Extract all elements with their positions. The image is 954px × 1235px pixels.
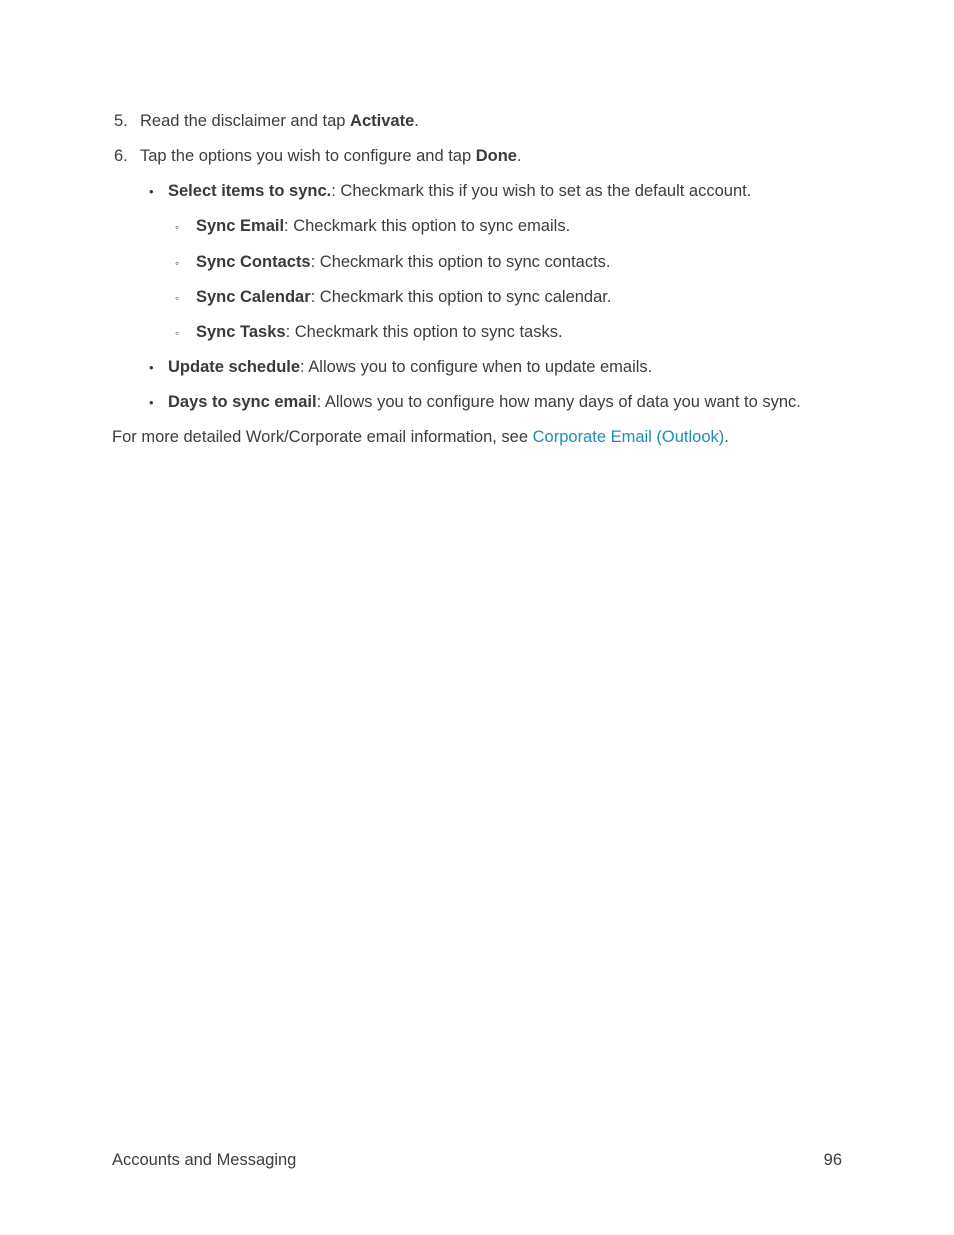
option-days-to-sync: [168, 392, 801, 412]
bullet-icon: •: [149, 360, 154, 375]
bullet-icon: •: [149, 395, 154, 410]
step-number: 5.: [114, 112, 128, 130]
more-info-text: For more detailed Work/Corporate email information, see: [112, 428, 533, 446]
option-description: : Checkmark this option to sync calendar.: [310, 288, 612, 306]
hollow-bullet-icon: ◦: [175, 256, 180, 270]
option-label: Sync Email: [196, 217, 285, 235]
step-bold: Activate: [350, 112, 415, 130]
step-text-before: Tap the options you wish to configure and tap: [140, 147, 476, 165]
step-number: 6.: [114, 147, 128, 165]
option-label: Sync Calendar: [196, 288, 311, 306]
hollow-bullet-icon: ◦: [175, 291, 180, 305]
option-sync-email: [196, 216, 570, 236]
more-info-text-after: .: [724, 428, 729, 446]
option-label: Sync Contacts: [196, 253, 311, 271]
step-bold: Done: [475, 147, 517, 165]
option-sync-contacts: [196, 252, 611, 272]
step-6-text: [140, 146, 522, 166]
hollow-bullet-icon: ◦: [175, 326, 180, 340]
step-text-after: .: [414, 112, 419, 130]
corporate-email-link[interactable]: Corporate Email (Outlook): [532, 428, 725, 446]
option-description: : Checkmark this option to sync emails.: [284, 217, 571, 235]
option-description: : Checkmark this if you wish to set as the default account.: [331, 182, 752, 200]
option-sync-calendar: [196, 287, 611, 307]
more-info-paragraph: [112, 427, 729, 447]
bullet-icon: •: [149, 184, 154, 199]
option-label: Update schedule: [168, 358, 301, 376]
footer-section-title: Accounts and Messaging: [112, 1151, 297, 1169]
step-5-text: [140, 111, 419, 131]
footer-page-number: 96: [823, 1151, 842, 1169]
hollow-bullet-icon: ◦: [175, 220, 180, 234]
option-update-schedule: [168, 357, 652, 377]
option-description: : Checkmark this option to sync tasks.: [285, 323, 563, 341]
step-text-after: .: [516, 147, 522, 165]
option-select-items: [168, 181, 751, 201]
option-description: : Checkmark this option to sync contacts.: [310, 253, 611, 271]
option-label: Select items to sync.: [168, 182, 332, 200]
option-sync-tasks: [196, 322, 563, 342]
option-label: Days to sync email: [168, 393, 317, 411]
option-description: : Allows you to configure how many days of data you want to sync.: [316, 393, 801, 411]
option-label: Sync Tasks: [196, 323, 286, 341]
option-description: : Allows you to configure when to update emails.: [300, 358, 653, 376]
step-text-before: Read the disclaimer and tap: [140, 112, 351, 130]
